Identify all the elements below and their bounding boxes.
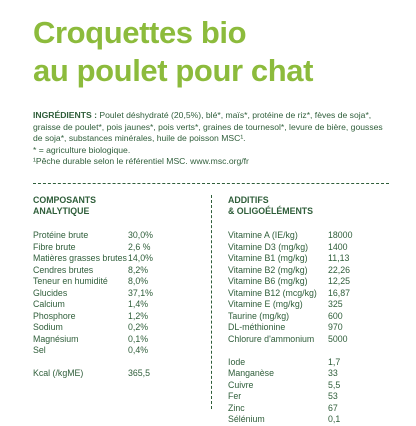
row-value: 0,4%: [128, 345, 149, 355]
row-name: Vitamine D3 (mg/kg): [228, 241, 309, 252]
row-name: Sel: [33, 345, 46, 355]
row-value: 1,4%: [128, 299, 149, 309]
table-row: [33, 253, 193, 265]
row-name: Taurine (mg/kg): [228, 310, 290, 321]
composants-heading-line-2: ANALYTIQUE: [33, 206, 90, 216]
table-row: [33, 242, 193, 254]
row-name: Glucides: [33, 287, 68, 298]
row-value: 11,13: [328, 253, 350, 263]
row-value: 1400: [328, 241, 348, 252]
row-value: 12,25: [328, 276, 351, 286]
row-value: 5,5: [328, 379, 341, 390]
row-value: 0,1%: [128, 333, 149, 344]
row-value: 2,6 %: [128, 241, 151, 252]
table-row-kcal: [33, 368, 193, 380]
row-value: 365,5: [128, 368, 151, 378]
row-value: 1,2%: [128, 310, 149, 321]
additifs-column: [228, 195, 388, 426]
table-row: [33, 299, 193, 311]
row-value: 8,0%: [128, 276, 149, 286]
table-row: [228, 322, 388, 334]
table-row: [228, 288, 388, 300]
table-row: [33, 322, 193, 334]
row-value: 970: [328, 322, 343, 332]
row-name: Cendres brutes: [33, 264, 94, 275]
row-name: Vitamine B6 (mg/kg): [228, 276, 308, 286]
row-value: 53: [328, 391, 338, 401]
additifs-heading: [228, 195, 388, 217]
table-row: [228, 242, 388, 254]
row-value: 600: [328, 310, 343, 321]
composants-heading: [33, 195, 193, 217]
row-value: 67: [328, 402, 338, 413]
table-row: [33, 265, 193, 277]
table-row: [33, 311, 193, 323]
row-name: Fer: [228, 391, 242, 401]
table-row: [33, 230, 193, 242]
additifs-heading-line-1: ADDITIFS: [228, 195, 269, 205]
title-line-1: Croquettes bio: [33, 15, 247, 50]
row-name: Zinc: [228, 402, 245, 413]
row-name: Vitamine B1 (mg/kg): [228, 253, 308, 263]
table-row: [228, 357, 388, 369]
row-name: Sélénium: [228, 414, 265, 424]
table-row: [228, 311, 388, 323]
table-row: [33, 334, 193, 346]
row-value: 16,87: [328, 287, 351, 298]
row-value: 14,0%: [128, 253, 153, 263]
row-value: 0,2%: [128, 322, 149, 332]
row-name: Vitamine B12 (mcg/kg): [228, 287, 317, 298]
row-value: 37,1%: [128, 287, 153, 298]
ingredients-block: [33, 110, 393, 168]
table-row: [33, 345, 193, 357]
row-value: 30,0%: [128, 230, 153, 240]
table-row: [33, 276, 193, 288]
title-line-2: au poulet pour chat: [33, 53, 314, 88]
row-name: Phosphore: [33, 310, 76, 321]
row-value: 33: [328, 368, 338, 378]
table-row: [228, 276, 388, 288]
row-name: Chlorure d'ammonium: [228, 333, 315, 344]
additifs-heading-line-2: & OLIGOÉLÉMENTS: [228, 206, 314, 216]
column-divider: [211, 195, 212, 409]
row-value: 22,26: [328, 264, 351, 275]
row-name: Fibre brute: [33, 241, 76, 252]
row-name: Manganèse: [228, 368, 274, 378]
table-row: [228, 380, 388, 392]
row-name: Teneur en humidité: [33, 276, 108, 286]
composants-rows: [33, 230, 193, 380]
ingredients-list: Poulet déshydraté (20,5%), blé*, maïs*, protéine de riz*, fèves de soja*, graisse de poulet*, pois jaunes*, pois verts*, graines de tournesol*, levure de bière, gousses de soja*, substances minérales, huile de poisson MSC¹.: [33, 110, 383, 144]
table-row: [228, 253, 388, 265]
section-divider: [33, 183, 389, 184]
row-name: Calcium: [33, 299, 65, 309]
ingredients-note-msc: ¹Pêche durable selon le référentiel MSC. www.msc.org/fr: [33, 156, 249, 167]
row-name: Kcal (/kgME): [33, 368, 84, 378]
composants-heading-line-1: COMPOSANTS: [33, 195, 97, 205]
row-value: 1,7: [328, 356, 341, 367]
row-name: Vitamine E (mg/kg): [228, 299, 303, 309]
row-name: Magnésium: [33, 333, 79, 344]
row-value: 0,1: [328, 414, 341, 424]
row-name: Vitamine B2 (mg/kg): [228, 264, 308, 275]
table-row: [33, 288, 193, 300]
ingredients-text: [33, 110, 393, 145]
row-value: 8,2%: [128, 264, 149, 275]
spacer: [228, 345, 388, 357]
row-name: Cuivre: [228, 379, 254, 390]
table-row: [228, 334, 388, 346]
page-title: [33, 14, 393, 90]
spacer: [33, 357, 193, 369]
row-name: Matières grasses brutes: [33, 253, 127, 263]
ingredients-label: INGRÉDIENTS :: [33, 110, 97, 120]
table-row: [228, 368, 388, 380]
row-value: 325: [328, 299, 343, 309]
row-name: Protéine brute: [33, 230, 89, 240]
row-value: 5000: [328, 333, 348, 344]
table-row: [228, 265, 388, 277]
row-name: Sodium: [33, 322, 63, 332]
table-row: [228, 391, 388, 403]
composants-column: [33, 195, 193, 380]
table-row: [228, 403, 388, 415]
table-row: [228, 299, 388, 311]
row-name: DL-méthionine: [228, 322, 286, 332]
row-name: Iode: [228, 356, 246, 367]
row-name: Vitamine A (IE/kg): [228, 230, 298, 240]
additifs-rows: [228, 230, 388, 426]
table-row: [228, 230, 388, 242]
ingredients-note-organic: * = agriculture biologique.: [33, 144, 131, 155]
row-value: 18000: [328, 230, 353, 240]
